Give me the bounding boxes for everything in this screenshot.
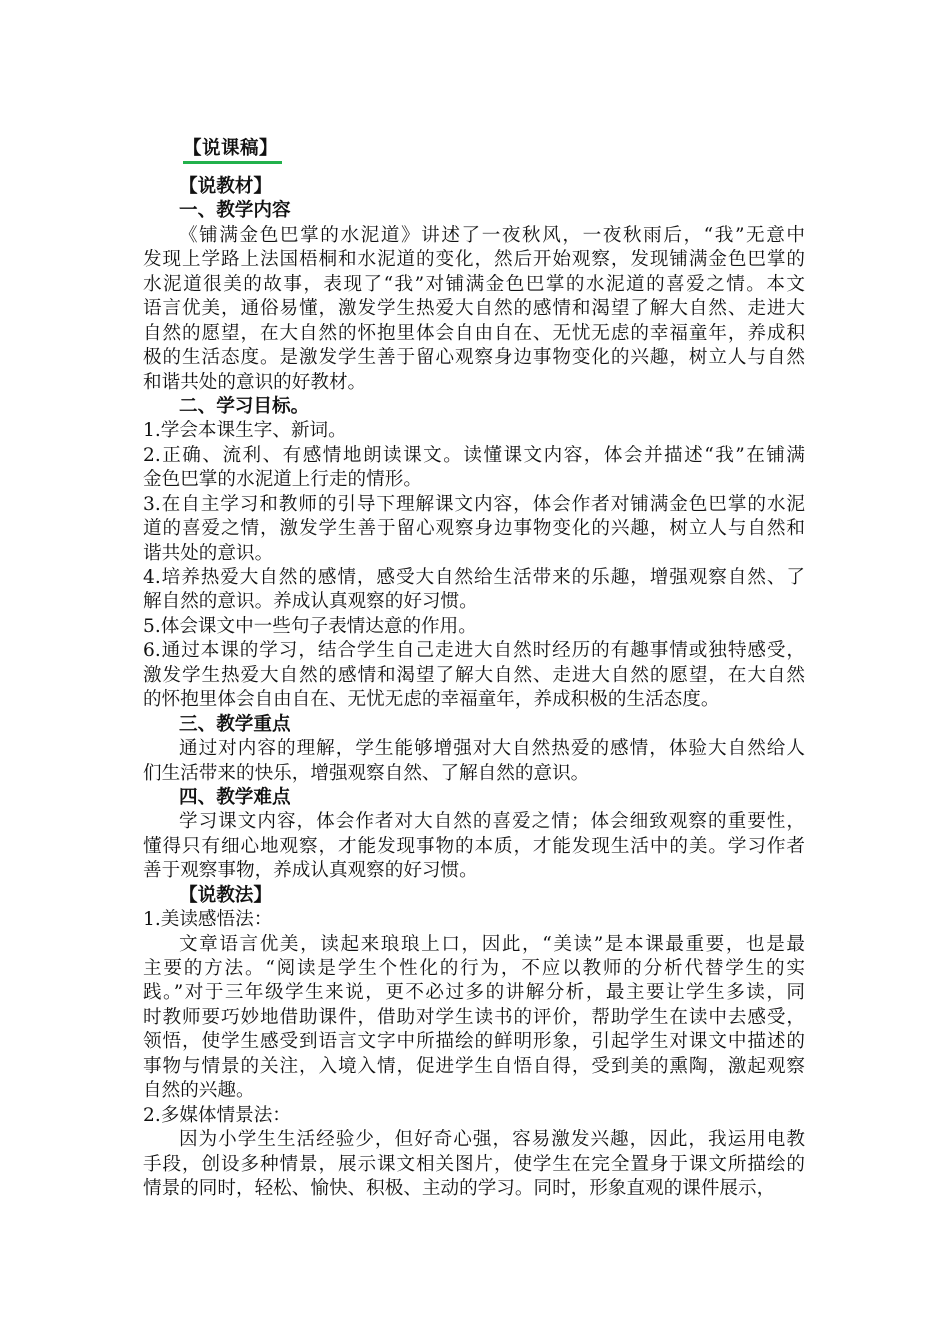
section-heading: 【说教法】	[179, 884, 272, 906]
text-line: 文章语言优美，读起来琅琅上口，因此，“美读”是本课最重要，也是最	[179, 933, 805, 955]
text-line: 的怀抱里体会自由自在、无忧无虑的幸福童年，养成积极的生活态度。	[143, 689, 720, 711]
text-line: 手段，创设多种情景，展示课文相关图片，使学生在完全置身于课文所描绘的	[143, 1153, 805, 1175]
text-line: 自然的愿望，在大自然的怀抱里体会自由自在、无忧无虑的幸福童年，养成积	[143, 322, 805, 344]
section-heading: 二、学习目标。	[179, 395, 310, 417]
section-heading: 三、教学重点	[179, 713, 291, 735]
text-line: 极的生活态度。是激发学生善于留心观察身边事物变化的兴趣，树立人与自然	[143, 347, 805, 369]
text-line: 1.美读感悟法：	[143, 909, 273, 931]
text-line: 道的喜爱之情，激发学生善于留心观察身边事物变化的兴趣，树立人与自然和	[143, 518, 805, 540]
text-line: 1.学会本课生字、新词。	[143, 420, 347, 442]
text-line: 时教师要巧妙地借助课件，借助对学生读书的评价，帮助学生在读中去感受，	[143, 1006, 805, 1028]
text-line: 情景的同时，轻松、愉快、积极、主动的学习。同时，形象直观的课件展示，	[143, 1177, 776, 1199]
text-line: 学习课文内容，体会作者对大自然的喜爱之情；体会细致观察的重要性，	[179, 811, 805, 833]
document-body	[143, 175, 805, 1201]
section-heading: 一、教学内容	[179, 200, 291, 222]
text-line: 4.培养热爱大自然的感情，感受大自然给生活带来的乐趣，增强观察自然、了	[143, 567, 805, 588]
text-line: 谐共处的意识。	[143, 542, 274, 564]
paragraph	[143, 1104, 805, 1128]
section-heading: 四、教学难点	[179, 786, 291, 808]
text-line: 和谐共处的意识的好教材。	[143, 371, 367, 393]
text-line: 通过对内容的理解，学生能够增强对大自然热爱的感情，体验大自然给人	[179, 738, 805, 760]
text-line: 自然的兴趣。	[143, 1080, 255, 1102]
text-line: 事物与情景的关注，入境入情，促进学生自悟自得，受到美的熏陶，激起观察	[143, 1055, 805, 1077]
text-line: 践。”对于三年级学生来说，更不必过多的讲解分析，最主要让学生多读，同	[143, 982, 805, 1004]
text-line: 水泥道很美的故事，表现了“我”对铺满金色巴掌的水泥道的喜爱之情。本文	[143, 273, 805, 295]
text-line: 5.体会课文中一些句子表情达意的作用。	[143, 615, 477, 637]
text-line: 《铺满金色巴掌的水泥道》讲述了一夜秋风，一夜秋雨后，“我”无意中	[179, 224, 805, 246]
text-line: 2.多媒体情景法：	[143, 1104, 291, 1126]
paragraph	[143, 224, 805, 395]
paragraph	[143, 908, 805, 932]
text-line: 发现上学路上法国梧桐和水泥道的变化，然后开始观察，发现铺满金色巴掌的	[143, 249, 805, 271]
paragraph	[143, 615, 805, 639]
text-line: 金色巴掌的水泥道上行走的情形。	[143, 469, 422, 491]
paragraph	[143, 639, 805, 712]
text-line: 2.正确、流利、有感情地朗读课文。读懂课文内容，体会并描述“我”在铺满	[143, 444, 805, 466]
document-title: 【说课稿】	[183, 137, 282, 164]
paragraph	[143, 419, 805, 443]
text-line: 语言优美，通俗易懂，激发学生热爱大自然的感情和渴望了解大自然、走进大	[143, 298, 805, 320]
text-line: 领悟，使学生感受到语言文字中所描绘的鲜明形象，引起学生对课文中描述的	[143, 1031, 805, 1053]
text-line: 们生活带来的快乐，增强观察自然、了解自然的意识。	[143, 762, 590, 784]
paragraph	[143, 1128, 805, 1201]
paragraph	[143, 810, 805, 883]
paragraph	[143, 737, 805, 786]
text-line: 主要的方法。“阅读是学生个性化的行为，不应以教师的分析代替学生的实	[143, 958, 805, 979]
section-heading: 【说教材】	[179, 176, 272, 197]
paragraph	[143, 566, 805, 615]
text-line: 善于观察事物，养成认真观察的好习惯。	[143, 860, 478, 882]
text-line: 6.通过本课的学习，结合学生自己走进大自然时经历的有趣事情或独特感受，	[143, 640, 805, 662]
text-line: 因为小学生生活经验少，但好奇心强，容易激发兴趣，因此，我运用电教	[179, 1129, 805, 1151]
text-line: 3.在自主学习和教师的引导下理解课文内容，体会作者对铺满金色巴掌的水泥	[143, 493, 805, 515]
paragraph	[143, 493, 805, 566]
paragraph	[143, 444, 805, 493]
text-line: 解自然的意识。养成认真观察的好习惯。	[143, 591, 478, 613]
text-line: 懂得只有细心地观察，才能发现事物的本质，才能发现生活中的美。学习作者	[143, 835, 805, 857]
text-line: 激发学生热爱大自然的感情和渴望了解大自然、走进大自然的愿望，在大自然	[143, 664, 805, 686]
paragraph	[143, 933, 805, 1104]
